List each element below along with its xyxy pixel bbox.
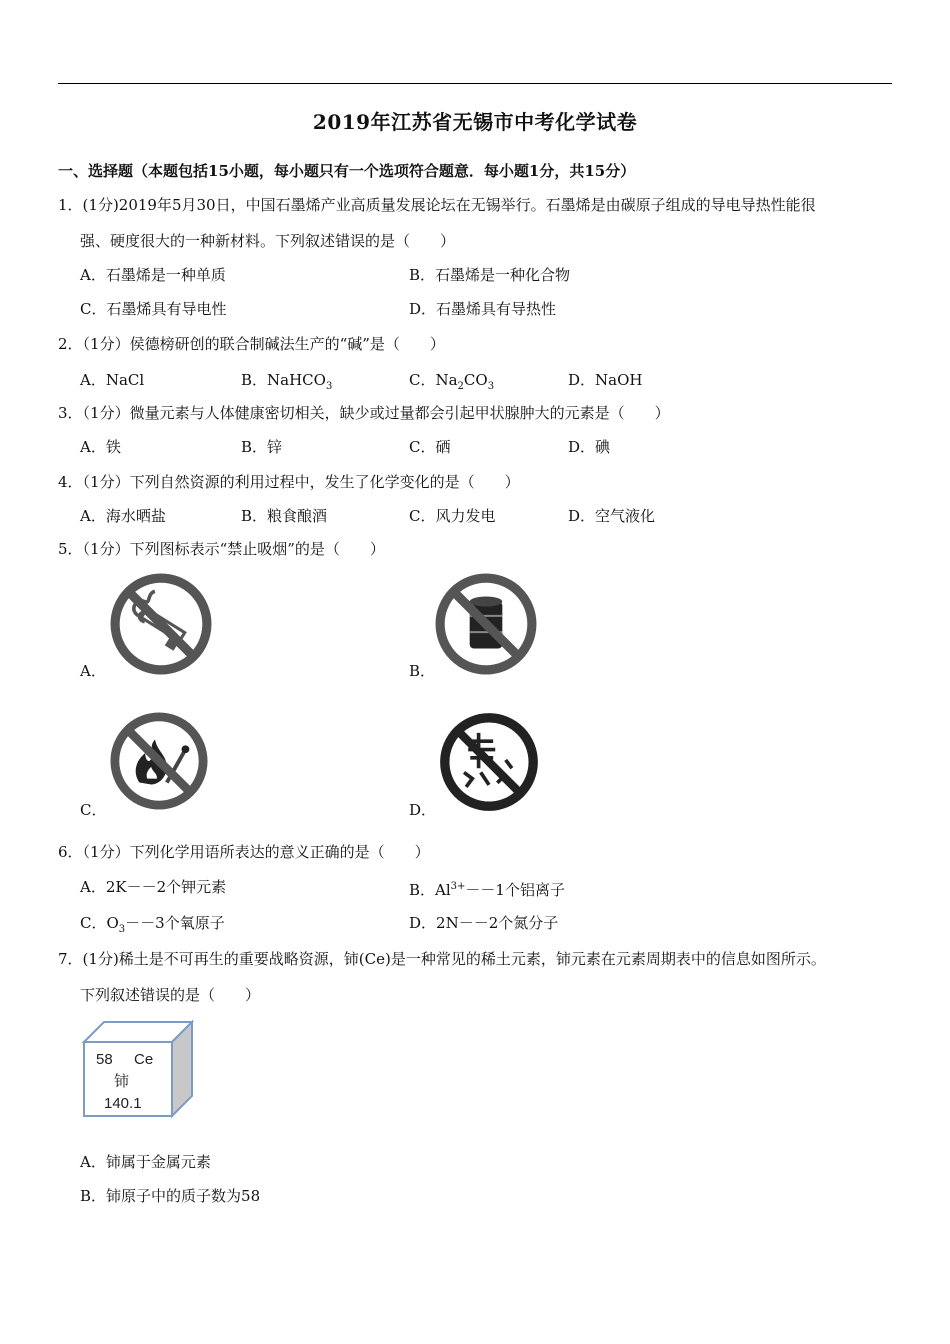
periodic-table-cell-cerium — [82, 1020, 194, 1118]
q1-stem-line2: 强、硬度很大的一种新材料。下列叙述错误的是（ ） — [80, 232, 456, 250]
q5-option-b[interactable]: B． — [409, 662, 436, 680]
cell-name: 铈 — [114, 1072, 130, 1090]
q1-option-d[interactable]: D．石墨烯具有导热性 — [409, 300, 557, 318]
q1-option-b[interactable]: B．石墨烯是一种化合物 — [409, 266, 571, 284]
q6-option-d[interactable]: D．2N－－2个氮分子 — [409, 914, 559, 932]
q2-option-b[interactable]: B．NaHCO$_3$ — [241, 371, 333, 392]
q1-option-a[interactable]: A．石墨烯是一种单质 — [80, 266, 226, 284]
q2-stem: 2．（1分）侯德榜研创的联合制碱法生产的“碱”是（ ） — [58, 335, 445, 353]
q3-option-a[interactable]: A．铁 — [80, 438, 121, 456]
q6-option-c[interactable]: C．$O_3--3$个氧原子 — [80, 914, 225, 935]
q2-option-d[interactable]: D．NaOH — [568, 371, 643, 389]
no-smoking-icon[interactable] — [110, 573, 212, 675]
page-title: 2019年江苏省无锡市中考化学试卷 — [312, 110, 638, 134]
q5-stem: 5．（1分）下列图标表示“禁止吸烟”的是（ ） — [58, 540, 385, 558]
q7-stem-line2: 下列叙述错误的是（ ） — [80, 986, 261, 1004]
q3-option-d[interactable]: D．碘 — [568, 438, 611, 456]
q5-option-a[interactable]: A． — [80, 662, 106, 680]
q4-option-d[interactable]: D．空气液化 — [568, 507, 656, 525]
top-rule — [58, 83, 892, 84]
q3-option-c[interactable]: C．硒 — [409, 438, 451, 456]
cell-mass: 140.1 — [104, 1095, 142, 1112]
q7-stem-line1: 7．(1分)稀土是不可再生的重要战略资源，铈(Ce)是一种常见的稀土元素，铈元素在元素周期表中的信息如图所示。 — [58, 950, 826, 968]
q3-stem: 3．（1分）微量元素与人体健康密切相关，缺少或过量都会引起甲状腺肿大的元素是（ ） — [58, 404, 670, 422]
q3-option-b[interactable]: B．锌 — [241, 438, 283, 456]
q5-option-c[interactable]: C． — [80, 801, 107, 819]
q4-stem: 4．（1分）下列自然资源的利用过程中，发生了化学变化的是（ ） — [58, 473, 520, 491]
section-heading: 一、选择题（本题包括15小题，每小题只有一个选项符合题意．每小题1分，共15分） — [58, 162, 636, 180]
q4-option-c[interactable]: C．风力发电 — [409, 507, 496, 525]
q6-option-b[interactable]: B．$Al^{3+}--1$个铝离子 — [409, 881, 565, 899]
q7-option-a[interactable]: A．铈属于金属元素 — [80, 1153, 211, 1171]
no-fireworks-icon[interactable] — [437, 710, 541, 814]
q1-stem-line1: 1．(1分)2019年5月30日，中国石墨烯产业高质量发展论坛在无锡举行。石墨烯是由碳原子组成的导电导热性能很 — [58, 196, 816, 214]
q7-option-b[interactable]: B．铈原子中的质子数为58 — [80, 1187, 261, 1205]
q6-option-a[interactable]: A．2K－－2个钾元素 — [80, 878, 227, 896]
q6-stem: 6．（1分）下列化学用语所表达的意义正确的是（ ） — [58, 843, 430, 861]
q1-option-c[interactable]: C．石墨烯具有导电性 — [80, 300, 227, 318]
q2-option-c[interactable]: C．$Na_2CO_3$ — [409, 371, 495, 392]
q4-option-a[interactable]: A．海水晒盐 — [80, 507, 166, 525]
cell-symbol: Ce — [134, 1051, 154, 1068]
q2-option-a[interactable]: A．NaCl — [80, 371, 145, 389]
cell-number: 58 — [96, 1051, 113, 1068]
q5-option-d[interactable]: D． — [409, 801, 437, 819]
no-fire-icon[interactable] — [110, 712, 208, 810]
no-oil-barrel-icon[interactable] — [435, 573, 537, 675]
q4-option-b[interactable]: B．粮食酿酒 — [241, 507, 328, 525]
